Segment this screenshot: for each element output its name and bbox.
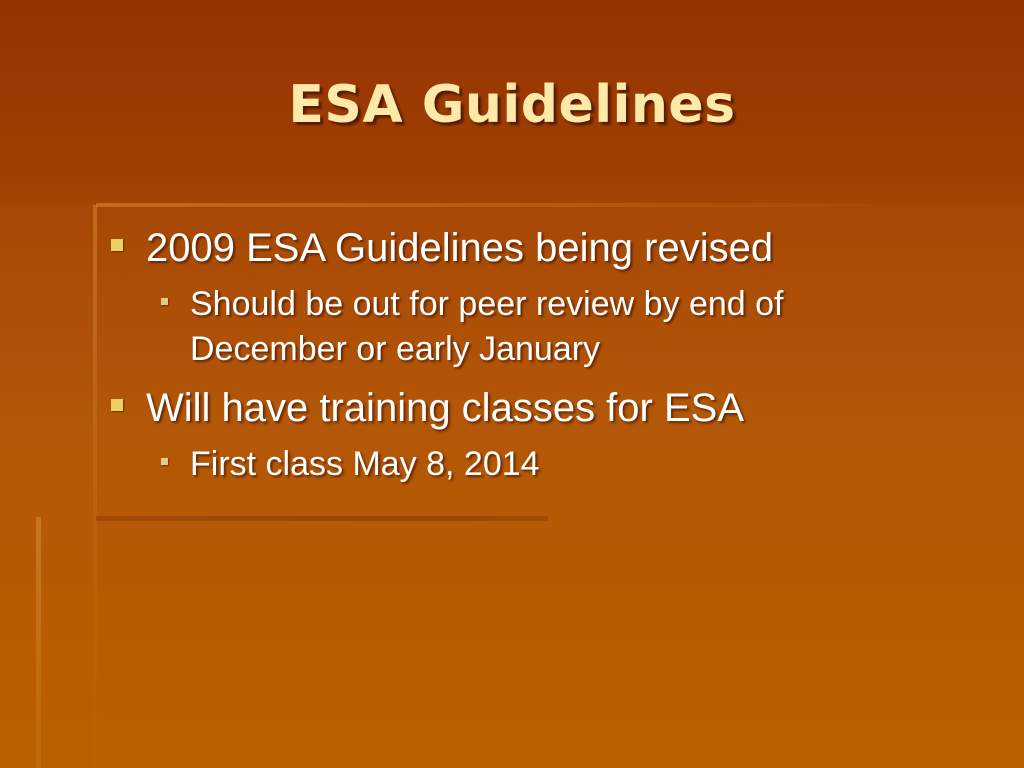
accent-line-vertical [93, 205, 97, 768]
sub-bullet-text: First class May 8, 2014 [190, 445, 540, 483]
bullet-list [108, 222, 908, 497]
small-square-bullet-icon [161, 298, 168, 305]
accent-line-bottom [96, 516, 548, 521]
bullet-item [108, 222, 908, 274]
sub-bullet-text: Should be out for peer review by end of December or early January [190, 285, 784, 368]
sub-bullet-item [108, 282, 908, 372]
square-bullet-icon [111, 239, 123, 251]
accent-line-top [96, 203, 926, 207]
bullet-text: Will have training classes for ESA [146, 386, 745, 430]
accent-line-vertical-left [36, 517, 41, 768]
bullet-item [108, 382, 908, 434]
square-bullet-icon [111, 399, 123, 411]
bullet-text: 2009 ESA Guidelines being revised [146, 226, 774, 270]
sub-bullet-item [108, 442, 908, 487]
small-square-bullet-icon [161, 458, 168, 465]
slide-title: ESA Guidelines [288, 75, 736, 135]
